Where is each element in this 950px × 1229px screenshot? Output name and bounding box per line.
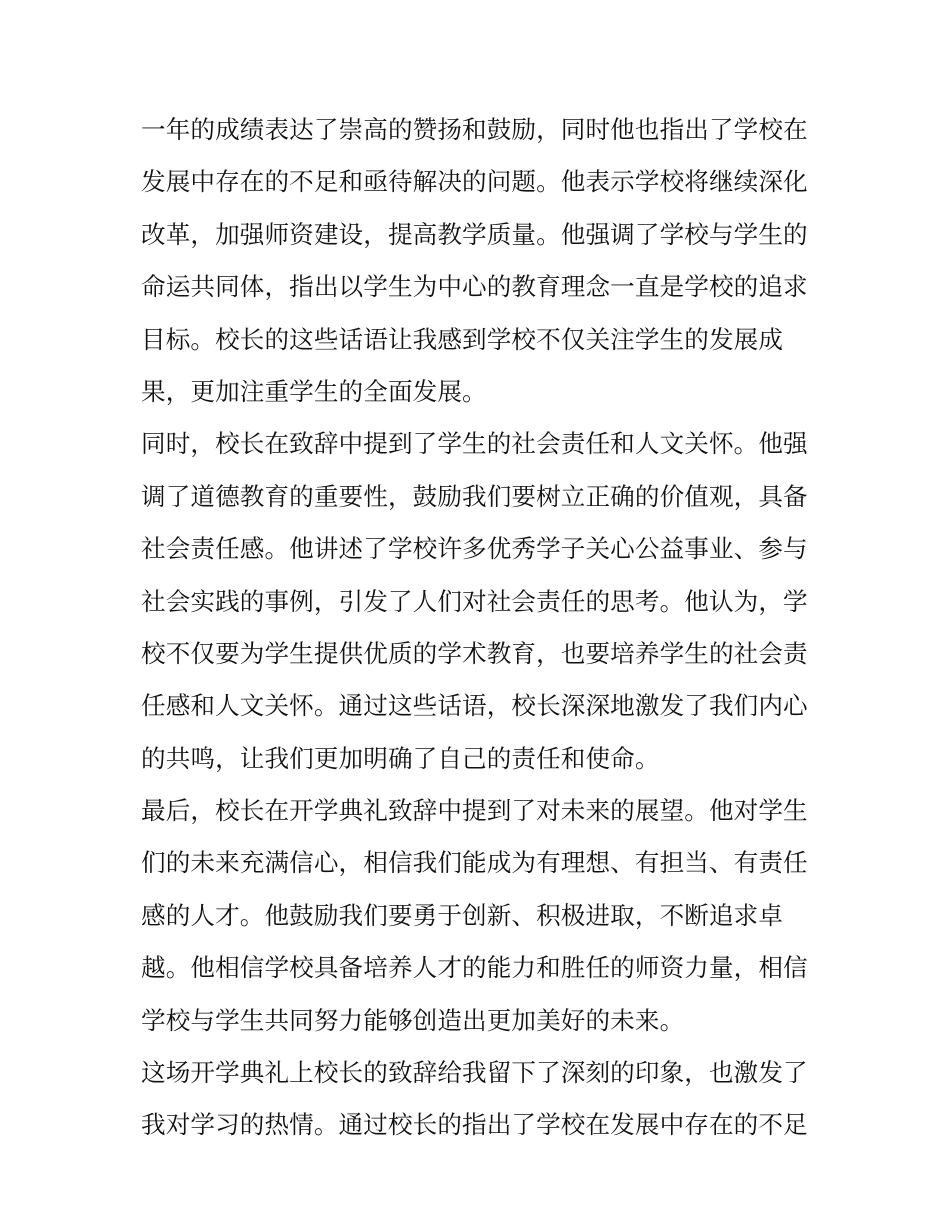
text-line-19: 这场开学典礼上校长的致辞给我留下了深刻的印象，也激发了 xyxy=(141,1058,808,1088)
text-line-17: 越。他相信学校具备培养人才的能力和胜任的师资力量，相信 xyxy=(141,953,808,983)
text-line-2: 发展中存在的不足和亟待解决的问题。他表示学校将继续深化 xyxy=(141,167,808,197)
text-line-14: 最后，校长在开学典礼致辞中提到了对未来的展望。他对学生 xyxy=(141,796,808,826)
text-line-20: 我对学习的热情。通过校长的指出了学校在发展中存在的不足 xyxy=(141,1110,808,1140)
text-line-7: 同时，校长在致辞中提到了学生的社会责任和人文关怀。他强 xyxy=(141,429,808,459)
text-line-18: 学校与学生共同努力能够创造出更加美好的未来。 xyxy=(141,1005,685,1035)
text-line-1: 一年的成绩表达了崇高的赞扬和鼓励，同时他也指出了学校在 xyxy=(141,115,808,144)
text-line-13: 的共鸣，让我们更加明确了自己的责任和使命。 xyxy=(141,743,660,773)
text-line-6: 果，更加注重学生的全面发展。 xyxy=(141,376,487,406)
text-line-4: 命运共同体，指出以学生为中心的教育理念一直是学校的追求 xyxy=(141,272,808,302)
document-body-text xyxy=(141,104,821,1152)
text-line-11: 校不仅要为学生提供优质的学术教育，也要培养学生的社会责 xyxy=(141,638,808,668)
text-line-12: 任感和人文关怀。通过这些话语，校长深深地激发了我们内心 xyxy=(141,691,808,721)
text-line-10: 社会实践的事例，引发了人们对社会责任的思考。他认为，学 xyxy=(141,586,808,616)
text-line-3: 改革，加强师资建设，提高教学质量。他强调了学校与学生的 xyxy=(141,219,808,249)
text-line-5: 目标。校长的这些话语让我感到学校不仅关注学生的发展成 xyxy=(141,324,784,354)
text-line-16: 感的人才。他鼓励我们要勇于创新、积极进取，不断追求卓 xyxy=(141,900,784,930)
text-line-15: 们的未来充满信心，相信我们能成为有理想、有担当、有责任 xyxy=(141,848,808,878)
text-line-9: 社会责任感。他讲述了学校许多优秀学子关心公益事业、参与 xyxy=(141,534,808,564)
text-line-8: 调了道德教育的重要性，鼓励我们要树立正确的价值观，具备 xyxy=(141,481,808,511)
